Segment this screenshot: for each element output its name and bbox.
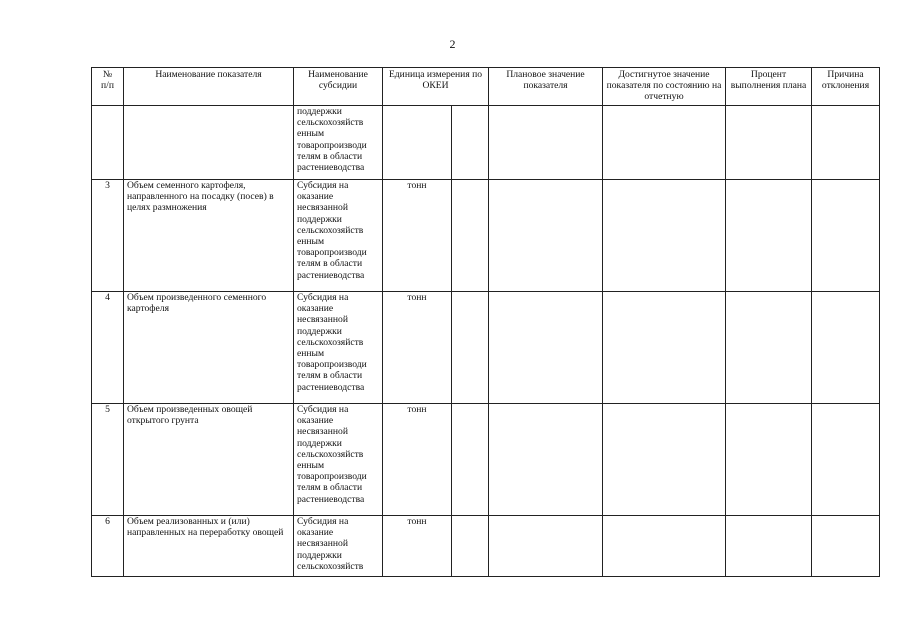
- header-subsidy-name: Наименование субсидии: [294, 68, 383, 106]
- row-unit: тонн: [383, 404, 452, 516]
- header-num: № п/п: [92, 68, 124, 106]
- table-header-row: [92, 68, 880, 106]
- table-row: [92, 292, 880, 404]
- row-deviation-reason: [812, 180, 880, 292]
- row-achieved-value: [603, 106, 726, 180]
- row-deviation-reason: [812, 106, 880, 180]
- row-num: 3: [92, 180, 124, 292]
- table-row: [92, 404, 880, 516]
- row-num: 6: [92, 516, 124, 577]
- row-achieved-value: [603, 516, 726, 577]
- row-num: 5: [92, 404, 124, 516]
- header-indicator-name: Наименование показателя: [124, 68, 294, 106]
- row-unit: тонн: [383, 516, 452, 577]
- header-unit: Единица измерения по ОКЕИ: [383, 68, 489, 106]
- row-plan-percent: [726, 180, 812, 292]
- row-indicator-name: Объем произведенных овощей открытого грунта: [124, 404, 294, 516]
- row-indicator-name: Объем реализованных и (или) направленных на переработку овощей: [124, 516, 294, 577]
- table-row: [92, 180, 880, 292]
- row-unit-code: [452, 516, 489, 577]
- row-deviation-reason: [812, 516, 880, 577]
- row-plan-value: [489, 404, 603, 516]
- page-number: 2: [449, 37, 456, 51]
- row-unit: тонн: [383, 292, 452, 404]
- row-unit-code: [452, 292, 489, 404]
- row-unit-code: [452, 180, 489, 292]
- row-subsidy-name: Субсидия на оказание несвязанной поддержки сельскохозяйств: [294, 516, 383, 577]
- row-unit: тонн: [383, 180, 452, 292]
- row-subsidy-name: Субсидия на оказание несвязанной поддержки сельскохозяйств енным товаропроизводи телям в области растениеводства: [294, 404, 383, 516]
- row-plan-percent: [726, 404, 812, 516]
- row-plan-percent: [726, 106, 812, 180]
- row-achieved-value: [603, 292, 726, 404]
- row-num: [92, 106, 124, 180]
- row-subsidy-name: Субсидия на оказание несвязанной поддержки сельскохозяйств енным товаропроизводи телям в области растениеводства: [294, 292, 383, 404]
- row-deviation-reason: [812, 292, 880, 404]
- header-plan-value: Плановое значение показателя: [489, 68, 603, 106]
- row-unit-code: [452, 106, 489, 180]
- header-plan-percent: Процент выполнения плана: [726, 68, 812, 106]
- row-unit: [383, 106, 452, 180]
- row-plan-value: [489, 292, 603, 404]
- row-plan-value: [489, 180, 603, 292]
- header-achieved-value: Достигнутое значение показателя по состоянию на отчетную: [603, 68, 726, 106]
- row-indicator-name: Объем произведенного семенного картофеля: [124, 292, 294, 404]
- row-indicator-name: Объем семенного картофеля, направленного на посадку (посев) в целях размножения: [124, 180, 294, 292]
- row-indicator-name: [124, 106, 294, 180]
- row-plan-percent: [726, 292, 812, 404]
- table-row: [92, 516, 880, 577]
- row-subsidy-name: поддержки сельскохозяйств енным товаропроизводи телям в области растениеводства: [294, 106, 383, 180]
- row-plan-value: [489, 516, 603, 577]
- header-deviation-reason: Причина отклонения: [812, 68, 880, 106]
- row-deviation-reason: [812, 404, 880, 516]
- row-plan-value: [489, 106, 603, 180]
- row-subsidy-name: Субсидия на оказание несвязанной поддержки сельскохозяйств енным товаропроизводи телям в области растениеводства: [294, 180, 383, 292]
- indicators-table: [91, 67, 880, 577]
- row-achieved-value: [603, 404, 726, 516]
- row-unit-code: [452, 404, 489, 516]
- row-num: 4: [92, 292, 124, 404]
- row-plan-percent: [726, 516, 812, 577]
- row-achieved-value: [603, 180, 726, 292]
- table-row: [92, 106, 880, 180]
